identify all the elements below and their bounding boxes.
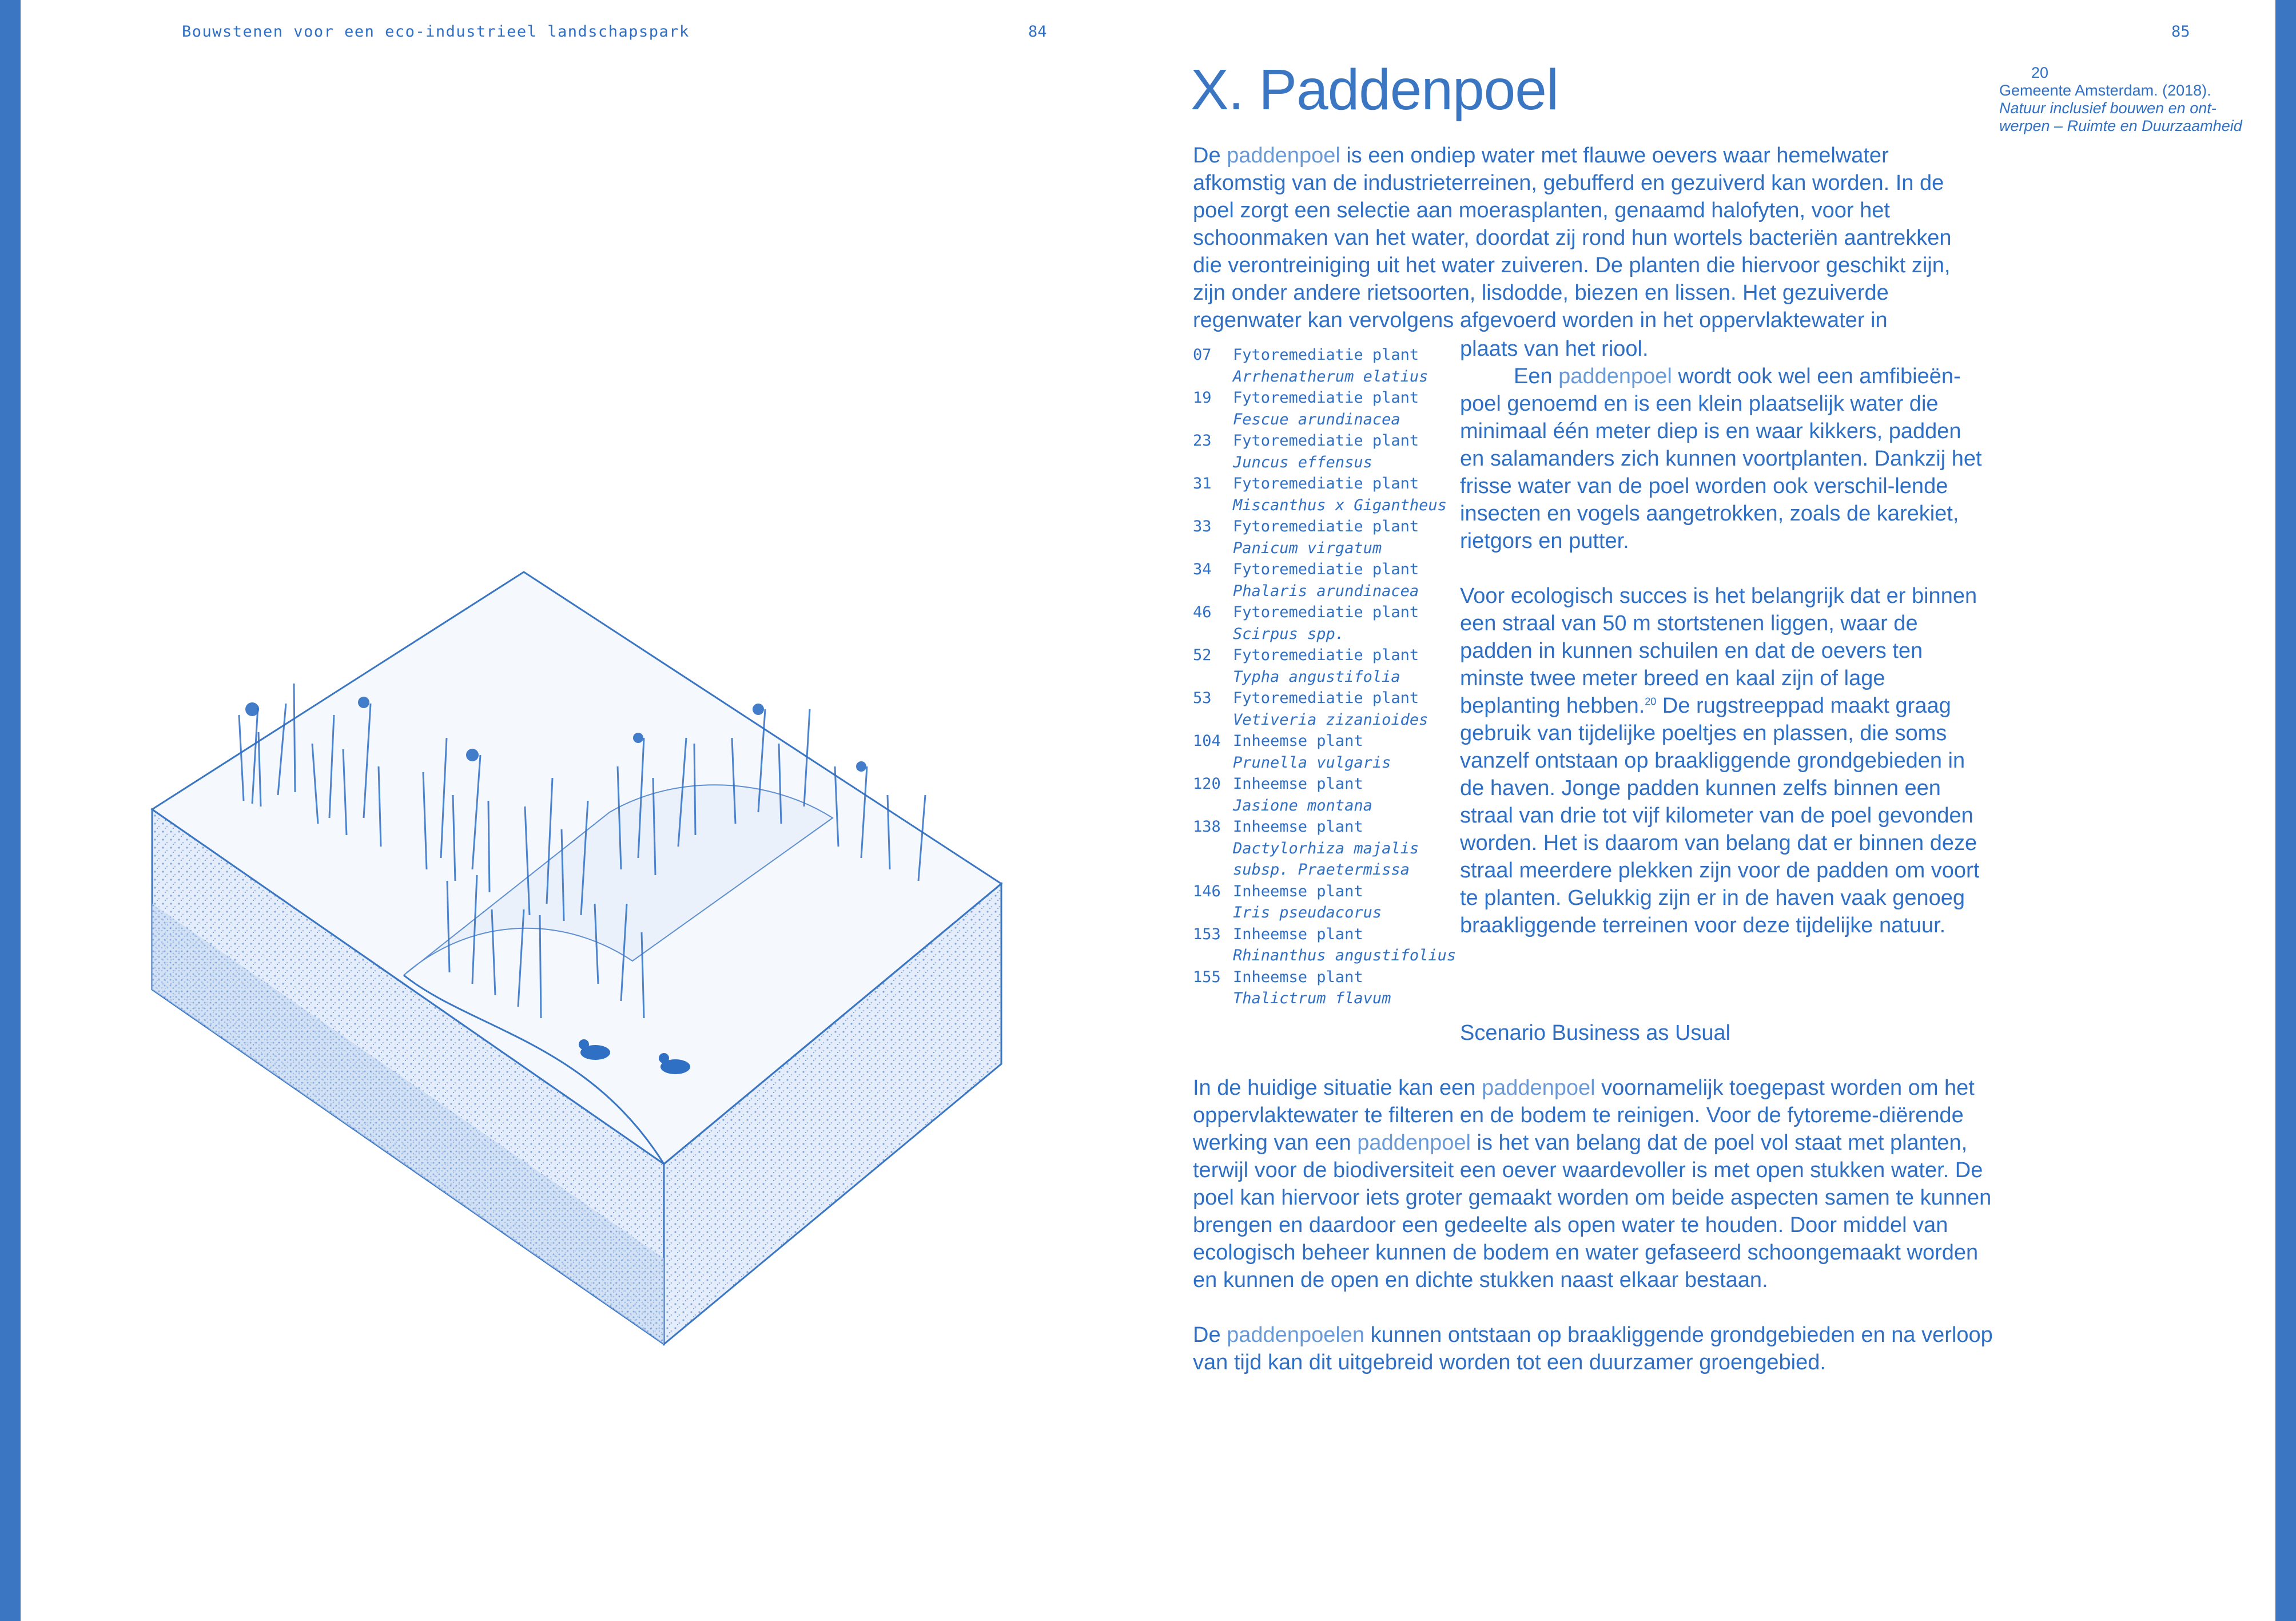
- current-situation-paragraph: [1193, 1074, 1993, 1294]
- plant-number: 52: [1193, 646, 1212, 664]
- right-text-column: [1460, 335, 1986, 939]
- para-text: De: [1193, 1323, 1227, 1347]
- plant-description: [1233, 430, 1462, 473]
- plant-description: [1233, 730, 1462, 773]
- plant-type: Fytoremediatie plant: [1233, 646, 1419, 664]
- plant-species-list: [1193, 344, 1462, 1010]
- plant-type: Inheemse plant: [1233, 968, 1363, 986]
- highlight-term: paddenpoelen: [1227, 1323, 1365, 1347]
- ecology-paragraph: [1460, 582, 1986, 939]
- highlight-term: paddenpoel: [1357, 1131, 1471, 1155]
- plant-number: 19: [1193, 389, 1212, 407]
- plant-list-item: [1193, 559, 1462, 602]
- plant-number: 34: [1193, 561, 1212, 578]
- plant-latin-name: Fescue arundinacea: [1233, 410, 1400, 428]
- plant-description: [1233, 773, 1462, 816]
- para-text: Voor ecologisch succes is het belangrijk dat er binnen een straal van 50 m stortstenen liggen, waar de padden in kunnen schuilen en dat de oevers ten minste twee meter breed en kaal zijn of lage beplanting hebben.: [1460, 584, 1977, 718]
- plant-number: 46: [1193, 603, 1212, 621]
- amphibian-paragraph: [1460, 363, 1986, 555]
- intro-paragraph: [1193, 142, 1982, 334]
- plant-latin-name: Rhinanthus angustifolius: [1233, 947, 1457, 964]
- plant-latin-name: Typha angustifolia: [1233, 668, 1400, 686]
- page-number-right: 85: [2171, 23, 2190, 41]
- plant-list-item: [1193, 730, 1462, 773]
- plant-latin-name: Prunella vulgaris: [1233, 753, 1391, 772]
- plant-number: 33: [1193, 518, 1212, 535]
- plant-number: 23: [1193, 432, 1212, 450]
- plant-list-item: [1193, 430, 1462, 473]
- plant-type: Fytoremediatie plant: [1233, 518, 1419, 535]
- plant-type: Fytoremediatie plant: [1233, 689, 1419, 707]
- plant-type: Fytoremediatie plant: [1233, 603, 1419, 621]
- plant-description: [1233, 967, 1462, 1010]
- pond-isometric-illustration: [129, 549, 1021, 1361]
- para-text: voornamelijk toegepast worden om het oppervlaktewater te filteren en de bodem te reinigen. Voor de fytoreme-diërende werking van een: [1193, 1076, 1975, 1155]
- plant-list-item: [1193, 881, 1462, 924]
- plant-description: [1233, 602, 1462, 645]
- highlight-term: paddenpoel: [1227, 144, 1340, 168]
- plant-number: 07: [1193, 346, 1212, 364]
- plant-number: 153: [1193, 925, 1221, 943]
- para-text: is het van belang dat de poel vol staat met planten, terwijl voor de biodiversiteit een oever waardevoller is met open stukken water. De poel kan hiervoor iets groter gemaakt worden om beide aspecten samen te kunnen brengen en daardoor een gedeelte als open water te houden. Door middel van ecologisch beheer kunnen de bodem en water gefaseerd schoongemaakt worden en kunnen de open en dichte stukken naast elkaar bestaan.: [1193, 1131, 1992, 1292]
- plant-type: Fytoremediatie plant: [1233, 475, 1419, 492]
- plant-list-item: [1193, 924, 1462, 967]
- footnote-number: 20: [2031, 64, 2049, 81]
- plant-type: Fytoremediatie plant: [1233, 432, 1419, 450]
- chapter-title: X. Paddenpoel: [1191, 58, 1559, 122]
- footnote: [1999, 64, 2262, 135]
- plant-list-item: [1193, 967, 1462, 1010]
- plant-latin-name: Phalaris arundinacea: [1233, 582, 1419, 600]
- plant-type: Inheemse plant: [1233, 925, 1363, 943]
- plant-latin-name: Miscanthus x Gigantheus: [1233, 496, 1447, 514]
- plant-list-item: [1193, 516, 1462, 559]
- plant-latin-name: Vetiveria zizanioides: [1233, 710, 1428, 729]
- para-text: kunnen ontstaan op braakliggende grondgebieden en na verloop van tijd kan dit uitgebreid worden tot een duurzamer groengebied.: [1193, 1323, 1993, 1374]
- plant-number: 31: [1193, 475, 1212, 492]
- scenario-heading: Scenario Business as Usual: [1460, 1021, 1731, 1045]
- plant-description: [1233, 816, 1462, 881]
- plant-type: Inheemse plant: [1233, 732, 1363, 750]
- para-text: wordt ook wel een amfibieën-poel genoemd en is een klein plaatselijk water die minimaal één meter diep is en waar kikkers, padden en salamanders zich kunnen voortplanten. Dankzij het frisse water van de poel worden ook verschil-lende insecten en vogels aangetrokken, zoals de karekiet, rietgors en putter.: [1460, 364, 1982, 553]
- plant-number: 104: [1193, 732, 1221, 750]
- footnote-reference: 20: [1645, 696, 1657, 708]
- plant-latin-name: Thalictrum flavum: [1233, 990, 1391, 1007]
- plant-latin-name: Panicum virgatum: [1233, 539, 1382, 557]
- scenario-text: [1193, 1074, 1993, 1404]
- intro-continuation: plaats van het riool.: [1460, 337, 1649, 361]
- plant-latin-name: Juncus effensus: [1233, 453, 1372, 471]
- plant-type: Inheemse plant: [1233, 882, 1363, 900]
- intro-text-start: De: [1193, 144, 1227, 168]
- plant-latin-name: Dactylorhiza majalis subsp. Praetermissa: [1233, 839, 1419, 879]
- plant-description: [1233, 688, 1462, 730]
- plant-list-item: [1193, 473, 1462, 516]
- footnote-source: Gemeente Amsterdam. (2018).: [1999, 82, 2211, 99]
- plant-description: [1233, 881, 1462, 924]
- plant-list-item: [1193, 773, 1462, 816]
- plant-latin-name: Jasione montana: [1233, 796, 1372, 815]
- running-header: Bouwstenen voor een eco-industrieel landschapspark: [182, 23, 690, 41]
- plant-type: Inheemse plant: [1233, 818, 1363, 836]
- plant-description: [1233, 387, 1462, 430]
- plant-description: [1233, 344, 1462, 387]
- plant-type: Fytoremediatie plant: [1233, 346, 1419, 364]
- plant-latin-name: Iris pseudacorus: [1233, 904, 1382, 921]
- plant-list-item: [1193, 387, 1462, 430]
- plant-list-item: [1193, 344, 1462, 387]
- plant-number: 53: [1193, 689, 1212, 707]
- future-paragraph: [1193, 1321, 1993, 1376]
- left-page-edge: [0, 0, 21, 1621]
- highlight-term: paddenpoel: [1481, 1076, 1595, 1100]
- plant-list-item: [1193, 645, 1462, 688]
- plant-list-item: [1193, 816, 1462, 881]
- para-text: Een: [1514, 364, 1559, 388]
- footnote-title: Natuur inclusief bouwen en ont-werpen – Ruimte en Duurzaamheid: [1999, 100, 2242, 134]
- plant-type: Inheemse plant: [1233, 775, 1363, 793]
- plant-list-item: [1193, 602, 1462, 645]
- para-text: De rugstreeppad maakt graag gebruik van tijdelijke poeltjes en plassen, die soms vanzelf ontstaan op braakliggende grondgebieden in de haven. Jonge padden kunnen zelfs binnen een straal van drie tot vijf kilometer van de poel gevonden worden. Het is daarom van belang dat er binnen deze straal meerdere plekken zijn voor de padden om voort te planten. Gelukkig zijn er in de haven vaak genoeg braakliggende terreinen voor deze tijdelijke natuur.: [1460, 694, 1980, 937]
- para-text: In de huidige situatie kan een: [1193, 1076, 1482, 1100]
- book-spread: [21, 0, 2275, 1621]
- highlight-term: paddenpoel: [1558, 364, 1672, 388]
- plant-description: [1233, 645, 1462, 688]
- plant-number: 155: [1193, 968, 1221, 986]
- plant-type: Fytoremediatie plant: [1233, 389, 1419, 407]
- plant-type: Fytoremediatie plant: [1233, 561, 1419, 578]
- plant-number: 146: [1193, 882, 1221, 900]
- plant-description: [1233, 473, 1462, 516]
- plant-description: [1233, 516, 1462, 559]
- plant-latin-name: Scirpus spp.: [1233, 625, 1345, 643]
- intro-text-rest: is een ondiep water met flauwe oevers waar hemelwater afkomstig van de industrieterreinen, gebufferd en gezuiverd kan worden. In de poel zorgt een selectie aan moerasplanten, genaamd halofyten, voor het schoonmaken van het water, doordat zij rond hun wortels bacteriën aantrekken die verontreiniging uit het water zuiveren. De planten die hiervoor geschikt zijn, zijn onder andere rietsoorten, lisdodde, biezen en lissen. Het gezuiverde regenwater kan vervolgens afgevoerd worden in het oppervlaktewater in: [1193, 144, 1952, 332]
- plant-latin-name: Arrhenatherum elatius: [1233, 367, 1428, 386]
- right-page-edge: [2275, 0, 2296, 1621]
- plant-number: 138: [1193, 818, 1221, 836]
- plant-number: 120: [1193, 775, 1221, 793]
- plant-description: [1233, 924, 1462, 967]
- page-number-left: 84: [1028, 23, 1047, 41]
- plant-description: [1233, 559, 1462, 602]
- plant-list-item: [1193, 688, 1462, 730]
